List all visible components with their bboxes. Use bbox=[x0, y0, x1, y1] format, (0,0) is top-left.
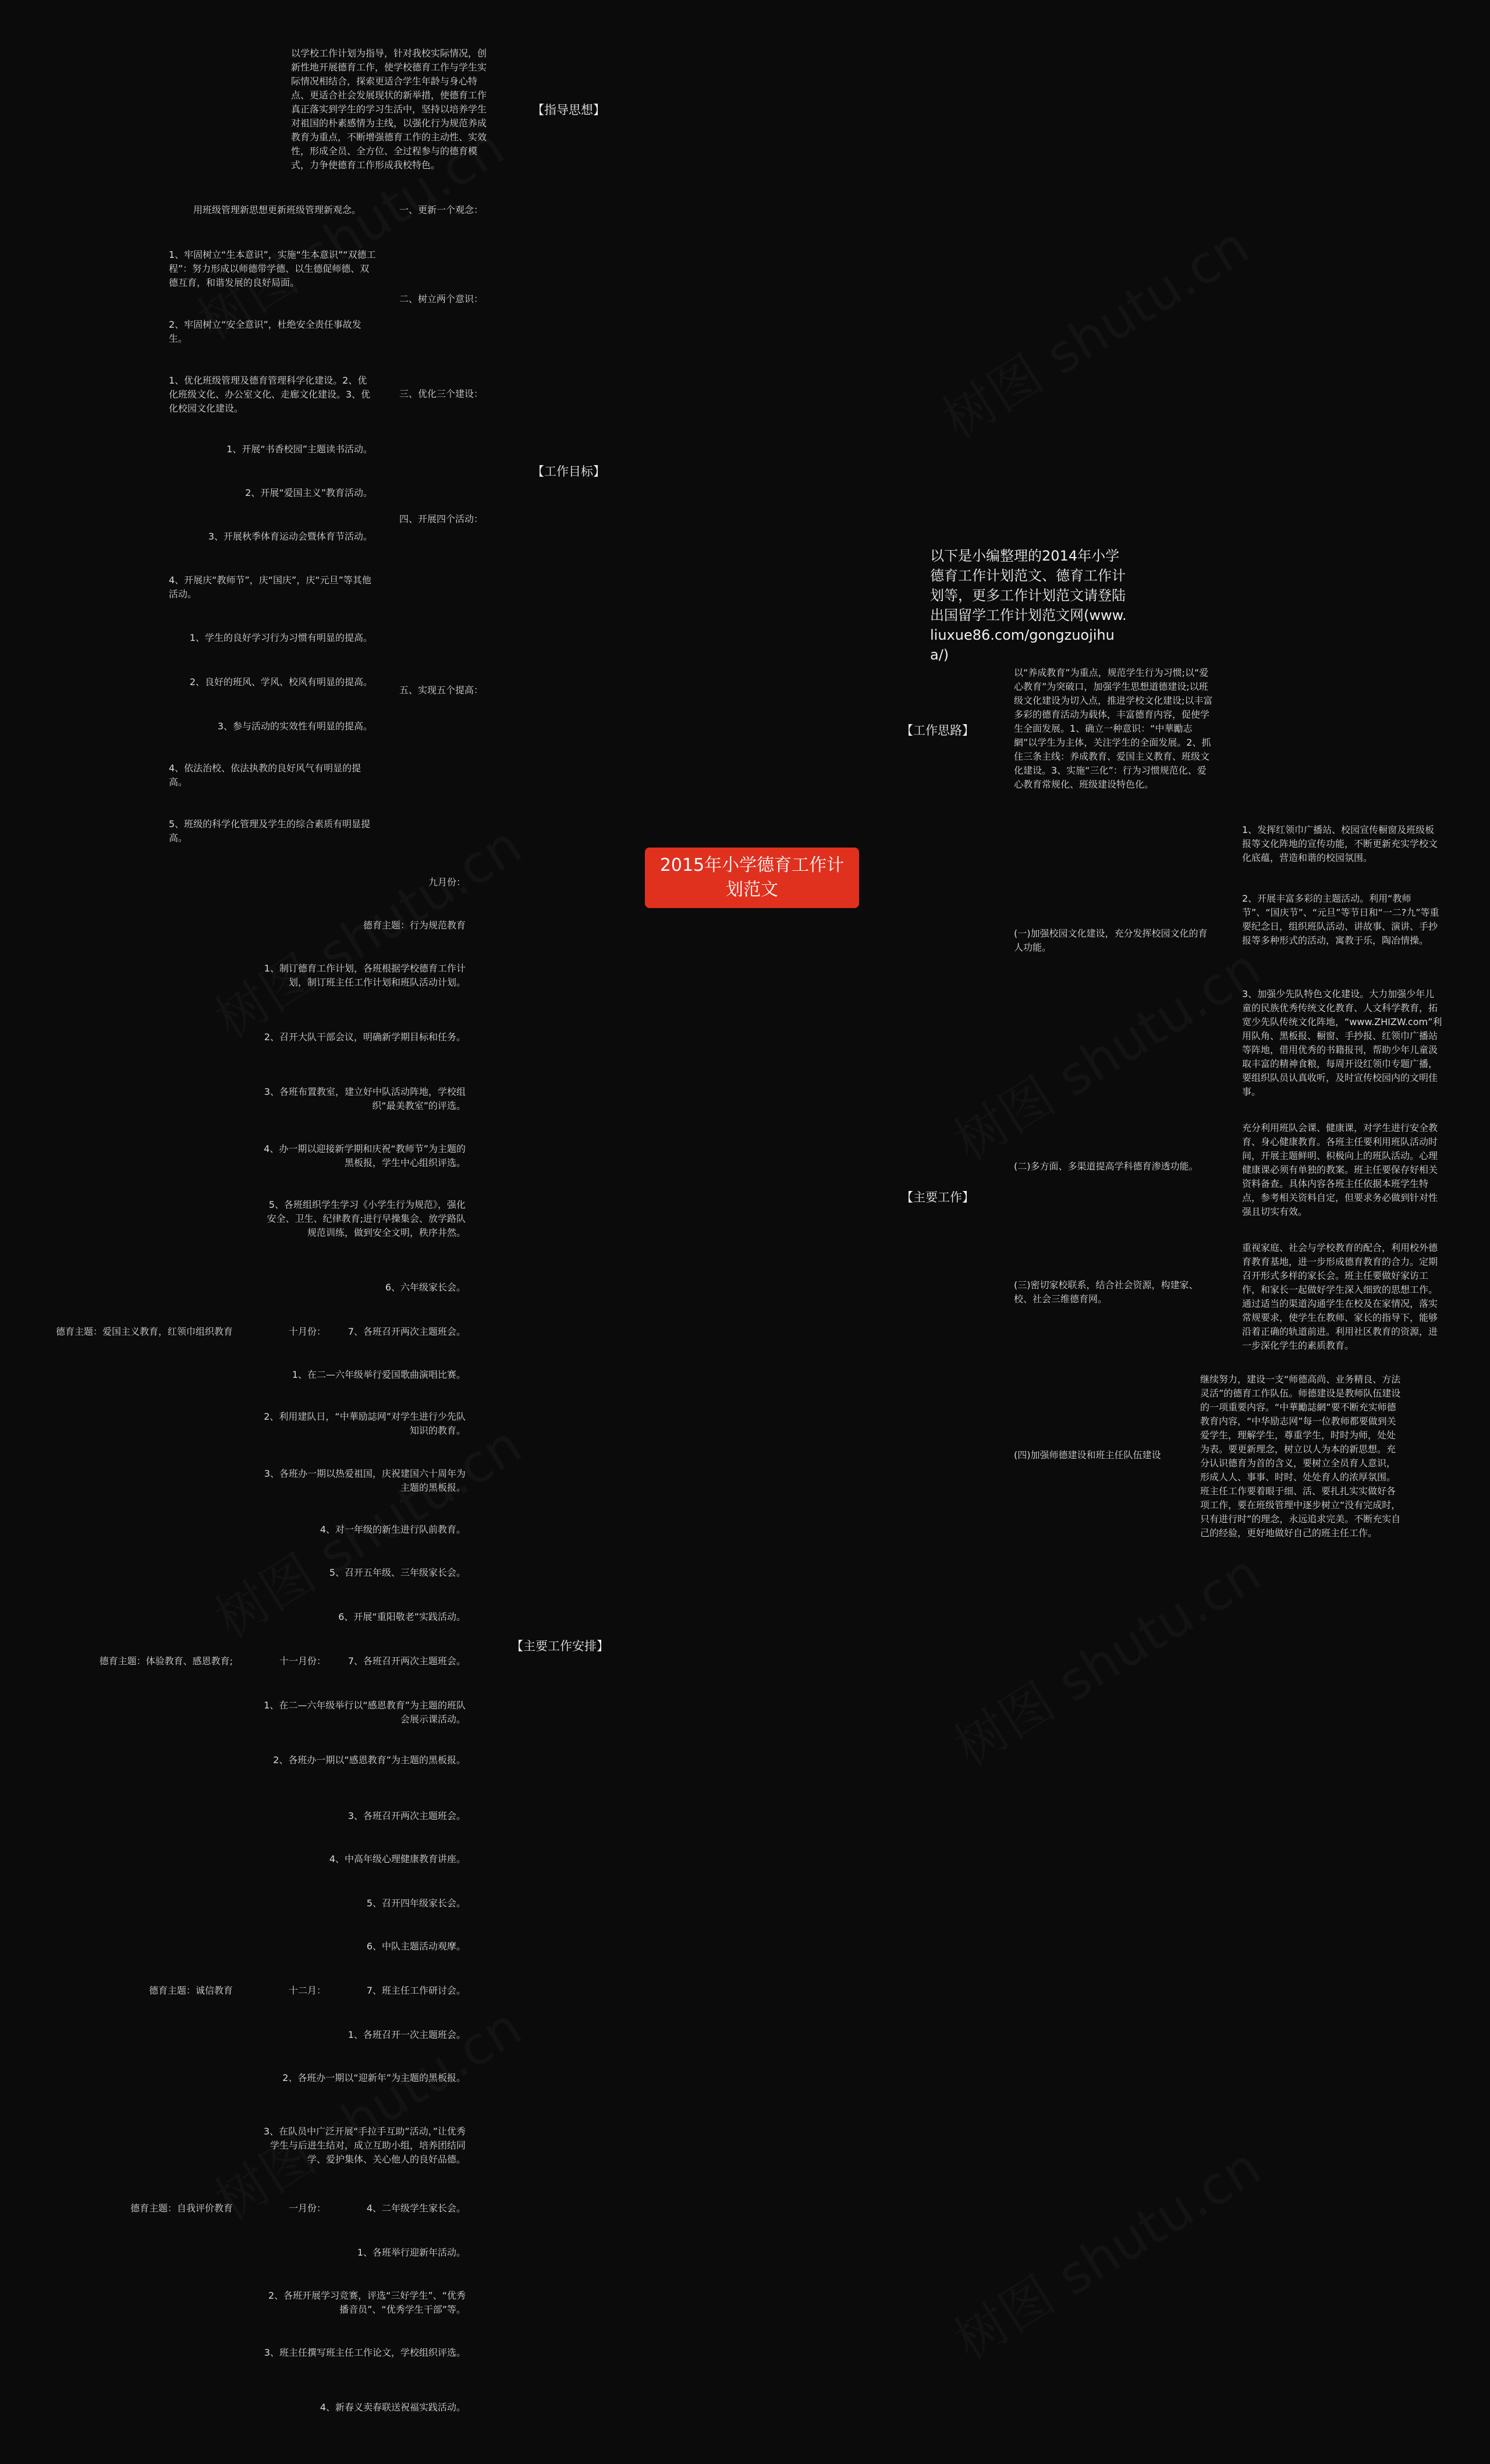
main-4-leaf-1[interactable]: 继续努力，建设一支“师德高尚、业务精良、方法灵活”的德育工作队伍。师德建设是教师队伍建设的一项重要内容。“中華勵誌網”要不断充实师德教育内容，“中华励志网”每一位教师都要做到关爱学生，理解学生，尊重学生，时时为师，处处为表。要更新理念，树立以人为本的新思想。充分认识德育为首的含义，要树立全员育人意识，形成人人、事事、时时、处处育人的浓厚氛围。班主任工作要着眼于细、活、要扎扎实实做好各项工作，要在班级管理中逐步树立“没有完成时，只有进行时”的理念，永远追求完美。不断充实自己的经验，更好地做好自己的班主任工作。 bbox=[1200, 1374, 1401, 1538]
goal-4-leaf-3[interactable]: 3、开展秋季体育运动会暨体育节活动。 bbox=[208, 531, 372, 542]
goal-5-leaf-3[interactable]: 3、参与活动的实效性有明显的提高。 bbox=[217, 721, 372, 732]
intro-node[interactable]: 以下是小编整理的2014年小学德育工作计划范文、德育工作计划等，更多工作计划范文请登陆出国留学工作计划范文网(www.liuxue86.com/gongzuojihua/) bbox=[930, 548, 1127, 663]
schedule-item[interactable]: 3、班主任撰写班主任工作论文，学校组织评选。 bbox=[264, 2347, 466, 2358]
schedule-item[interactable]: 2、各班办一期以“迎新年”为主题的黑板报。 bbox=[282, 2072, 466, 2083]
schedule-item[interactable]: 4、二年级学生家长会。 bbox=[366, 2203, 466, 2214]
main-4-label[interactable]: (四)加强师德建设和班主任队伍建设 bbox=[1014, 1449, 1161, 1460]
goal-5-leaf-2[interactable]: 2、良好的班风、学风、校风有明显的提高。 bbox=[189, 676, 372, 687]
schedule-item[interactable]: 2、各班办一期以“感恩教育”为主题的黑板报。 bbox=[273, 1754, 466, 1765]
schedule-item[interactable]: 7、班主任工作研讨会。 bbox=[366, 1985, 466, 1996]
main-1-label[interactable]: (一)加强校园文化建设，充分发挥校园文化的育人功能。 bbox=[1014, 928, 1208, 953]
goal-4-leaf-2[interactable]: 2、开展“爱国主义”教育活动。 bbox=[245, 487, 372, 498]
schedule-month[interactable]: 十月份： bbox=[288, 1326, 326, 1337]
schedule-item[interactable]: 九月份： bbox=[428, 877, 466, 888]
goal-5-label[interactable]: 五、实现五个提高： bbox=[399, 685, 483, 696]
watermark-6 bbox=[938, 1532, 1272, 1781]
main-3-label[interactable]: (三)密切家校联系，结合社会资源，构建家、校、社会三维德育网。 bbox=[1014, 1279, 1198, 1304]
guide-text[interactable]: 以学校工作计划为指导，针对我校实际情况，创新性地开展德育工作，使学校德育工作与学生实际情况相结合，探索更适合学生年龄与身心特点、更适合社会发展现状的新举措，使德育工作真正落实到学生的学习生活中，坚持以培养学生对祖国的朴素感情为主线，以强化行为规范养成教育为重点，不断增强德育工作的主动性、实效性，形成全员、全方位、全过程参与的德育模式，力争使德育工作形成我校特色。 bbox=[291, 48, 487, 171]
goal-4-label[interactable]: 四、开展四个活动： bbox=[399, 513, 483, 524]
schedule-theme[interactable]: 德育主题：自我评价教育 bbox=[130, 2203, 233, 2214]
schedule-item[interactable]: 6、六年级家长会。 bbox=[385, 1282, 466, 1293]
schedule-month[interactable]: 十二月： bbox=[288, 1985, 326, 1996]
schedule-item[interactable]: 4、中高年级心理健康教育讲座。 bbox=[329, 1853, 466, 1864]
schedule-item[interactable]: 3、各班布置教室，建立好中队活动阵地，学校组织“最美教室”的评选。 bbox=[264, 1086, 466, 1111]
schedule-item[interactable]: 1、在二—六年级举行爱国歌曲演唱比赛。 bbox=[292, 1369, 466, 1380]
main-2-leaf-1[interactable]: 充分利用班队会课、健康课，对学生进行安全教育、身心健康教育。各班主任要利用班队活动时间，开展主题鲜明、积极向上的班队活动。心理健康课必须有单独的教案。班主任要保存好相关资料备查。具体内容各班主任依据本班学生特点，参考相关资料自定，但要求务必做到针对性强且切实有效。 bbox=[1242, 1122, 1438, 1217]
branch-guide[interactable]: 【指导思想】 bbox=[532, 103, 605, 117]
schedule-item[interactable]: 2、利用建队日，“中華励誌网”对学生进行少先队知识的教育。 bbox=[264, 1411, 466, 1436]
main-3-leaf-1[interactable]: 重视家庭、社会与学校教育的配合，利用校外德育教育基地，进一步形成德育教育的合力。定期召开形式多样的家长会。班主任要做好家访工作，和家长一起做好学生深入细致的思想工作。通过适当的渠道沟通学生在校及在家情况，落实常规要求，使学生在教师、家长的指导下，能够沿着正确的轨道前进。利用社区教育的资源，进一步深化学生的素质教育。 bbox=[1242, 1242, 1438, 1351]
branch-goals[interactable]: 【工作目标】 bbox=[532, 465, 605, 478]
goal-2-label[interactable]: 二、树立两个意识： bbox=[399, 293, 483, 304]
schedule-item[interactable]: 1、在二—六年级举行以“感恩教育”为主题的班队会展示课活动。 bbox=[264, 1700, 466, 1725]
schedule-item[interactable]: 5、召开四年级家长会。 bbox=[366, 1898, 466, 1909]
main-1-leaf-1[interactable]: 1、发挥红领巾广播站、校园宣传橱窗及班级板报等文化阵地的宣传功能，不断更新充实学校文化底蕴，营造和谐的校园氛围。 bbox=[1242, 824, 1438, 863]
thinking-text[interactable]: 以“养成教育”为重点，规范学生行为习惯;以“爱心教育”为突破口，加强学生思想道德建设;以班级文化建设为切入点，推进学校文化建设;以丰富多彩的德育活动为载体，丰富德育内容，促使学生全面发展。1、确立一种意识：“中華勵志網”以学生为主体，关注学生的全面发展。2、抓住三条主线：养成教育、爱国主义教育、班级文化建设。3、实施“三化”：行为习惯规范化、爱心教育常规化、班级建设特色化。 bbox=[1014, 667, 1213, 790]
schedule-month[interactable]: 十一月份： bbox=[279, 1655, 326, 1667]
goal-5-leaf-5[interactable]: 5、班级的科学化管理及学生的综合素质有明显提高。 bbox=[169, 818, 371, 843]
branch-thinking[interactable]: 【工作思路】 bbox=[901, 724, 974, 738]
goal-1-label[interactable]: 一、更新一个观念： bbox=[399, 204, 483, 215]
goal-1-leaf-1[interactable]: 用班级管理新思想更新班级管理新观念。 bbox=[193, 204, 361, 215]
watermark-7 bbox=[198, 1986, 533, 2235]
schedule-item[interactable]: 3、在队员中广泛开展“手拉手互助”活动，”让优秀学生与后进生结对，成立互助小组，培养团结同学、爱护集体、关心他人的良好品德。 bbox=[263, 2126, 466, 2165]
root-node[interactable]: 2015年小学德育工作计划范文 bbox=[645, 848, 859, 908]
watermark-2 bbox=[926, 205, 1261, 453]
branch-main-work[interactable]: 【主要工作】 bbox=[901, 1190, 974, 1204]
goal-3-leaf-1[interactable]: 1、优化班级管理及德育管理科学化建设。2、优化班级文化、办公室文化、走廊文化建设。3、优化校园文化建设。 bbox=[169, 375, 371, 414]
schedule-item[interactable]: 6、开展“重阳敬老”实践活动。 bbox=[338, 1611, 466, 1622]
schedule-item[interactable]: 2、各班开展学习竞赛，评选“三好学生”、“优秀播音员”、“优秀学生干部”等。 bbox=[268, 2290, 466, 2315]
schedule-theme[interactable]: 德育主题：爱国主义教育，红领巾组织教育 bbox=[55, 1326, 233, 1337]
goal-3-label[interactable]: 三、优化三个建设： bbox=[399, 388, 483, 399]
goal-2-leaf-2[interactable]: 2、牢固树立“安全意识”，杜绝安全责任事故发生。 bbox=[169, 319, 361, 344]
branch-schedule[interactable]: 【主要工作安排】 bbox=[511, 1639, 609, 1653]
schedule-item[interactable]: 4、办一期以迎接新学期和庆祝“教师节”为主题的黑板报，学生中心组织评选。 bbox=[264, 1143, 466, 1168]
schedule-theme[interactable]: 德育主题：诚信教育 bbox=[148, 1985, 233, 1996]
schedule-item[interactable]: 1、各班举行迎新年活动。 bbox=[357, 2247, 466, 2258]
goal-4-leaf-4[interactable]: 4、开展庆“教师节”，庆“国庆”，庆“元旦”等其他活动。 bbox=[169, 575, 371, 600]
watermark-8 bbox=[938, 2126, 1272, 2374]
main-2-label[interactable]: (二)多方面、多渠道提高学科德育渗透功能。 bbox=[1014, 1161, 1198, 1172]
schedule-item[interactable]: 5、召开五年级、三年级家长会。 bbox=[329, 1567, 466, 1578]
schedule-item[interactable]: 2、召开大队干部会议，明确新学期目标和任务。 bbox=[264, 1031, 466, 1043]
goal-5-leaf-4[interactable]: 4、依法治校、依法执教的良好风气有明显的提高。 bbox=[169, 763, 361, 788]
schedule-item[interactable]: 6、中队主题活动观摩。 bbox=[366, 1941, 466, 1952]
main-1-leaf-2[interactable]: 2、开展丰富多彩的主题活动。利用“教师节”、“国庆节”、“元旦”等节日和“一二?九”等重要纪念日，组织班队活动、讲故事、演讲、手抄报等多种形式的活动，寓教于乐，陶冶情操。 bbox=[1242, 893, 1439, 946]
schedule-month[interactable]: 一月份： bbox=[288, 2203, 326, 2214]
goal-5-leaf-1[interactable]: 1、学生的良好学习行为习惯有明显的提高。 bbox=[189, 632, 372, 643]
schedule-item[interactable]: 1、各班召开一次主题班会。 bbox=[347, 2029, 466, 2040]
schedule-item[interactable]: 德育主题：行为规范教育 bbox=[363, 920, 466, 931]
goal-4-leaf-1[interactable]: 1、开展“书香校园”主题读书活动。 bbox=[226, 444, 372, 455]
schedule-theme[interactable]: 德育主题：体验教育、感恩教育; bbox=[99, 1655, 233, 1667]
goal-2-leaf-1[interactable]: 1、牢固树立“生本意识”，实施“生本意识”“双德工程”：努力形成以师德带学德、以生德促师德、双德互育，和谐发展的良好局面。 bbox=[169, 249, 376, 288]
main-1-leaf-3[interactable]: 3、加强少先队特色文化建设。大力加强少年儿童的民族优秀传统文化教育、人文科学教育，拓宽少先队传统文化阵地，“www.ZHIZW.com”利用队角、黑板报、橱窗、手抄报、红领巾广播站等阵地，借用优秀的书籍报刊，帮助少年儿童汲取丰富的精神食粮，每周开设红领巾专题广播，要组织队员认真收听，及时宣传校园内的文明佳事。 bbox=[1242, 988, 1442, 1097]
schedule-item[interactable]: 3、各班办一期以热爱祖国，庆祝建国六十周年为主题的黑板报。 bbox=[264, 1468, 466, 1493]
schedule-item[interactable]: 5、各班组织学生学习《小学生行为规范》，强化安全、卫生、纪律教育;进行早操集会、放学路队规范训练，做到安全文明，秩序井然。 bbox=[267, 1199, 466, 1238]
schedule-item[interactable]: 3、各班召开两次主题班会。 bbox=[347, 1810, 466, 1821]
schedule-item[interactable]: 4、新春义卖春联送祝福实践活动。 bbox=[320, 2402, 466, 2413]
watermark-4 bbox=[938, 927, 1272, 1175]
schedule-item[interactable]: 4、对一年级的新生进行队前教育。 bbox=[320, 1524, 466, 1535]
schedule-item[interactable]: 1、制订德育工作计划，各班根据学校德育工作计划，制订班主任工作计划和班队活动计划。 bbox=[264, 963, 466, 988]
schedule-item[interactable]: 7、各班召开两次主题班会。 bbox=[347, 1655, 466, 1667]
schedule-item[interactable]: 7、各班召开两次主题班会。 bbox=[347, 1326, 466, 1337]
